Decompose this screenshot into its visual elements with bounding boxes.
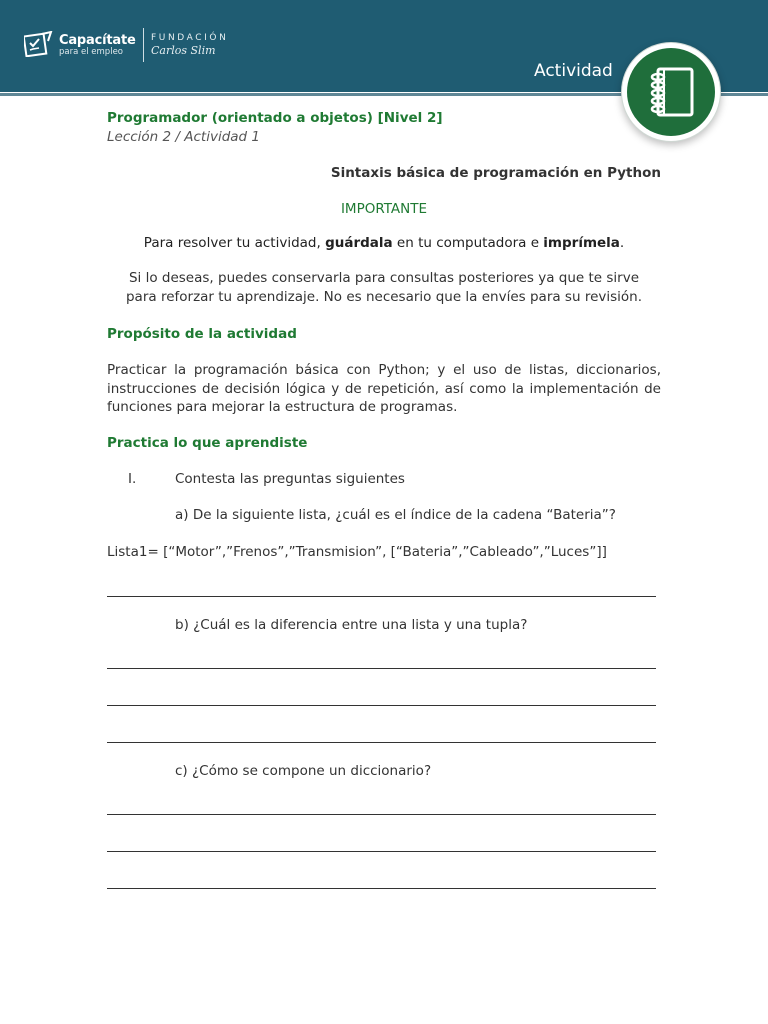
activity-badge	[627, 48, 715, 136]
question-b: b) ¿Cuál es la diferencia entre una lista y una tupla?	[175, 617, 528, 633]
section-label: Actividad	[534, 61, 613, 81]
instruction-post: .	[619, 235, 625, 251]
section-instruction: Contesta las preguntas siguientes	[175, 471, 405, 487]
capacitate-logo-icon	[24, 31, 54, 57]
answer-line-b2[interactable]	[107, 705, 656, 706]
section-number: I.	[128, 471, 137, 487]
answer-line-b1[interactable]	[107, 668, 656, 669]
instruction-text	[107, 235, 661, 251]
answer-line-c2[interactable]	[107, 851, 656, 852]
note-line-2: para reforzar tu aprendizaje. No es necesario que la envíes para su revisión.	[125, 289, 643, 305]
lesson-subtitle: Lección 2 / Actividad 1	[107, 129, 260, 145]
purpose-paragraph: Practicar la programación básica con Python; y el uso de listas, diccionarios, instrucciones de decisión lógica y de repetición, así como la implementación de funciones para mejorar la estructura de programas.	[107, 362, 661, 415]
answer-line-a1[interactable]	[107, 596, 656, 597]
practice-heading: Practica lo que aprendiste	[107, 435, 308, 451]
logo-divider	[143, 28, 144, 62]
notebook-icon	[627, 48, 715, 136]
topic-title: Sintaxis básica de programación en Python	[330, 165, 661, 181]
course-title: Programador (orientado a objetos) [Nivel 2]	[107, 110, 443, 126]
instruction-mid: en tu computadora e	[392, 235, 544, 251]
instruction-pre: Para resolver tu actividad,	[143, 235, 326, 251]
important-heading: IMPORTANTE	[340, 201, 428, 217]
purpose-heading: Propósito de la actividad	[107, 326, 297, 342]
brand-tagline: para el empleo	[59, 47, 123, 57]
list-code: Lista1= [“Motor”,”Frenos”,”Transmision”, [“Bateria”,”Cableado”,”Luces”]]	[107, 544, 607, 560]
answer-line-c1[interactable]	[107, 814, 656, 815]
instruction-save: guárdala	[325, 235, 393, 251]
note-line-1: Si lo deseas, puedes conservarla para consultas posteriores ya que te sirve	[128, 270, 640, 286]
answer-line-b3[interactable]	[107, 742, 656, 743]
question-c: c) ¿Cómo se compone un diccionario?	[175, 763, 432, 779]
brand-name: Capacítate	[59, 33, 136, 48]
question-a: a) De la siguiente lista, ¿cuál es el índice de la cadena “Bateria”?	[175, 507, 616, 523]
foundation-name: Carlos Slim	[151, 44, 216, 57]
answer-line-c3[interactable]	[107, 888, 656, 889]
foundation-label: FUNDACIÓN	[151, 33, 229, 43]
instruction-print: imprímela	[543, 235, 620, 251]
